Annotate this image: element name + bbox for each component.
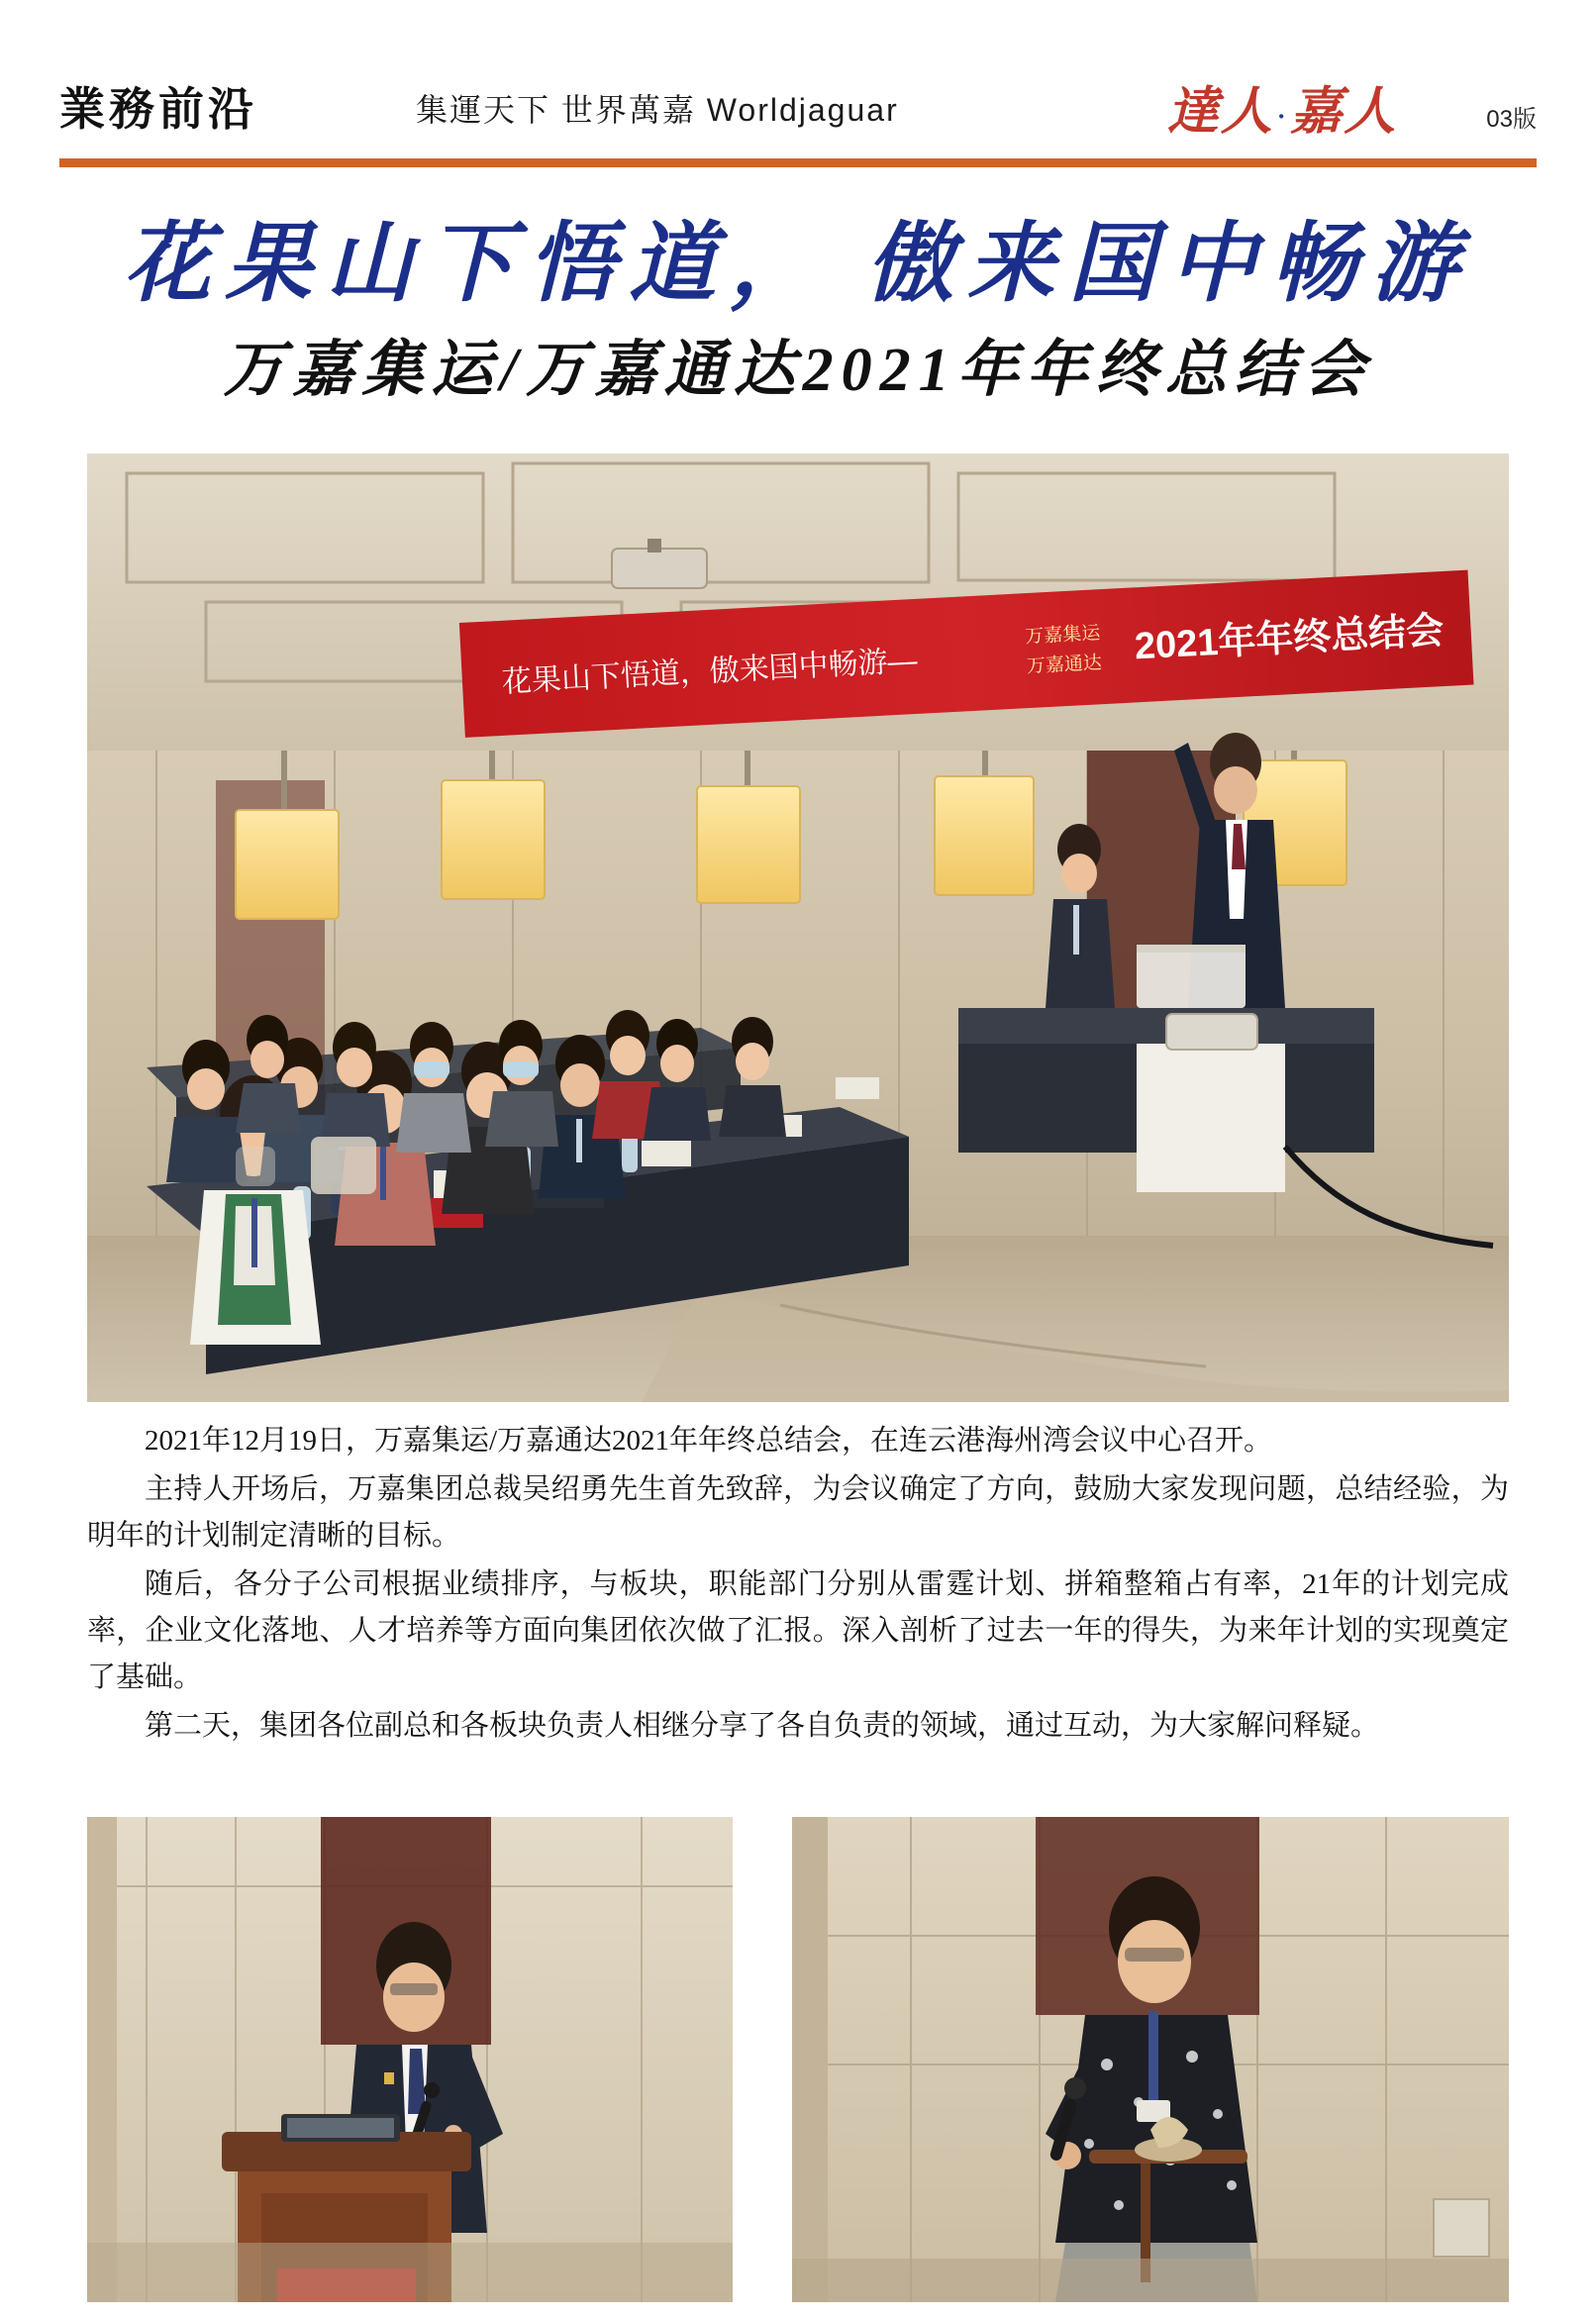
masthead xyxy=(59,65,1537,151)
article-paragraph-3: 随后，各分子公司根据业绩排序，与板块，职能部门分别从雷霆计划、拼箱整箱占有率，21年的计划完成率，企业文化落地、人才培养等方面向集团依次做了汇报。深入剖析了过去一年的得失，为来年计划的实现奠定了基础。 xyxy=(87,1567,1509,1693)
brand-right-text: 嘉人 xyxy=(1290,84,1398,141)
article-paragraph-1: 2021年12月19日，万嘉集运/万嘉通达2021年年终总结会，在连云港海州湾会议中心召开。 xyxy=(145,1425,1273,1457)
svg-text:花果山下悟道，傲来国中畅游—: 花果山下悟道，傲来国中畅游— xyxy=(501,644,919,699)
brand-separator-dot: · xyxy=(1277,102,1287,132)
svg-text:2021年年终总结会: 2021年年终总结会 xyxy=(1133,610,1446,668)
speaker-podium-photo xyxy=(87,1817,733,2302)
brand-left-text: 達人 xyxy=(1166,84,1274,141)
svg-text:万嘉通达: 万嘉通达 xyxy=(1026,653,1103,678)
masthead-divider-rule xyxy=(59,158,1537,167)
main-conference-photo xyxy=(87,453,1509,1402)
speaker-podium-photo-graphic xyxy=(87,1817,733,2302)
article-paragraph-4: 第二天，集团各位副总和各板块负责人相继分享了各自负责的领域，通过互动，为大家解问释疑。 xyxy=(145,1709,1380,1742)
speaker-microphone-photo xyxy=(792,1817,1509,2302)
masthead-slogan: 集運天下 世界萬嘉 Worldjaguar xyxy=(416,92,899,128)
page-title: 花果山下悟道， 傲来国中畅游 xyxy=(123,217,1472,313)
masthead-brand-logo xyxy=(1134,69,1431,144)
speaker-microphone-photo-graphic xyxy=(792,1817,1509,2302)
main-photo-graphic xyxy=(87,453,1509,1402)
article-paragraph-2: 主持人开场后，万嘉集团总裁吴绍勇先生首先致辞，为会议确定了方向，鼓励大家发现问题，总结经验，为明年的计划制定清晰的目标。 xyxy=(87,1472,1509,1552)
article-body xyxy=(87,1418,1509,1752)
page-subtitle: 万嘉集运/万嘉通达2021年年终总结会 xyxy=(223,337,1373,404)
masthead-section-title: 業務前沿 xyxy=(59,84,257,135)
page-number: 03版 xyxy=(1486,106,1537,133)
svg-text:万嘉集运: 万嘉集运 xyxy=(1024,623,1101,649)
